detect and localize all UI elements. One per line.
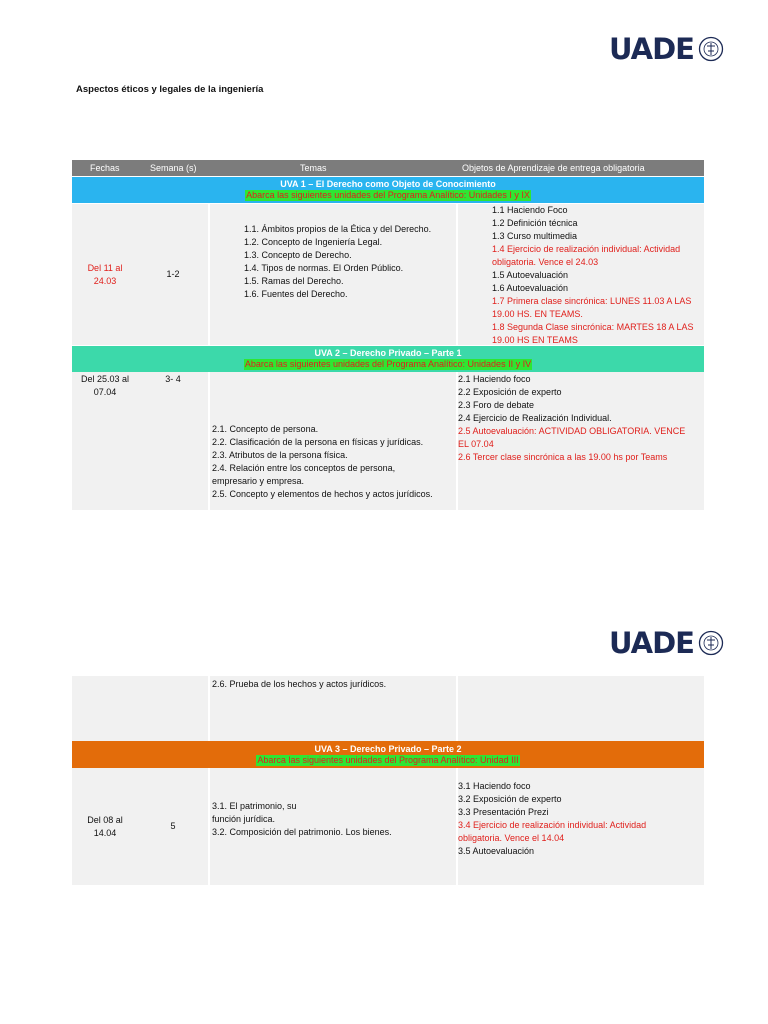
header-objetos: Objetos de Aprendizaje de entrega obligatoria <box>462 163 645 173</box>
uva3-subtitle: Abarca las siguientes unidades del Programa Analítico: Unidad III <box>257 754 519 765</box>
learning-object-line: obligatoria. Vence el 14.04 <box>458 833 565 843</box>
learning-object-line: 1.3 Curso multimedia <box>492 231 578 241</box>
empty-cell <box>456 676 704 741</box>
topic-line: 3.2. Composición del patrimonio. Los bienes. <box>212 827 392 837</box>
uva2-week: 3- 4 <box>165 374 181 384</box>
header-fechas: Fechas <box>90 163 120 173</box>
learning-object-line: 2.3 Foro de debate <box>458 400 535 410</box>
seal-icon <box>698 36 724 62</box>
topic-line: 1.2. Concepto de Ingeniería Legal. <box>244 237 383 247</box>
topic-line: 1.6. Fuentes del Derecho. <box>244 289 348 299</box>
topic-line: empresario y empresa. <box>212 476 305 486</box>
uva1-band <box>72 177 704 203</box>
learning-object-line: 1.5 Autoevaluación <box>492 270 569 280</box>
uva2-continued-topics <box>212 678 386 691</box>
learning-object-line: 1.8 Segunda Clase sincrónica: MARTES 18 A LAS <box>492 322 694 332</box>
seal-icon <box>698 630 724 656</box>
uva3-objects <box>458 780 646 858</box>
learning-object-line: 2.6 Tercer clase sincrónica a las 19.00 hs por Teams <box>458 452 668 462</box>
logo-wordmark: UADE <box>609 626 694 660</box>
topic-line: 1.4. Tipos de normas. El Orden Público. <box>244 263 404 273</box>
uva1-week: 1-2 <box>166 269 180 279</box>
empty-cell <box>72 676 138 741</box>
uva1-subtitle: Abarca las siguientes unidades del Programa Analítico: Unidades I y IX <box>246 190 530 200</box>
uva2-subtitle: Abarca las siguientes unidades del Programa Analítico: Unidades II y IV <box>244 359 532 369</box>
uva3-topics-cell <box>208 768 458 885</box>
uva2-objects-cell <box>456 372 704 510</box>
learning-object-line: 19.00 HS EN TEAMS <box>492 335 578 345</box>
topic-line: 2.2. Clasificación de la persona en físicas y jurídicas. <box>212 437 424 447</box>
topic-line: 3.1. El patrimonio, su <box>212 801 297 811</box>
uva2-date: Del 25.03 al 07.04 <box>80 374 130 397</box>
uade-logo <box>609 32 724 66</box>
learning-object-line: 2.4 Ejercicio de Realización Individual. <box>458 413 612 423</box>
uva3-band <box>72 741 704 768</box>
uva2-topics <box>212 423 433 501</box>
uva3-topics <box>212 800 392 839</box>
uva2-band <box>72 346 704 372</box>
empty-cell <box>140 676 206 741</box>
learning-object-line: 3.2 Exposición de experto <box>458 794 562 804</box>
learning-object-line: 2.1 Haciendo foco <box>458 374 531 384</box>
uva3-week: 5 <box>170 821 176 831</box>
learning-object-line: 1.2 Definición técnica <box>492 218 578 228</box>
topic-line: 2.1. Concepto de persona. <box>212 424 319 434</box>
uva1-objects <box>492 204 693 347</box>
uva1-objects-cell <box>456 204 704 345</box>
table-header <box>72 160 704 176</box>
uade-logo-page2 <box>609 626 724 660</box>
uva3-title: UVA 3 – Derecho Privado – Parte 2 <box>314 743 462 754</box>
topic-line: 1.3. Concepto de Derecho. <box>244 250 352 260</box>
uva2-row <box>72 372 704 510</box>
uva3-date: Del 08 al 14.04 <box>87 814 123 838</box>
uva1-date: Del 11 al 24.03 <box>87 262 123 286</box>
uva2-topics-cell <box>208 372 458 510</box>
topic-line: 2.4. Relación entre los conceptos de persona, <box>212 463 396 473</box>
learning-object-line: 3.4 Ejercicio de realización individual: Actividad <box>458 820 647 830</box>
uva2-continued-row <box>72 676 704 741</box>
document-title: Aspectos éticos y legales de la ingeniería <box>76 84 264 95</box>
uva1-topics-cell <box>208 204 458 345</box>
topic-line: 2.6. Prueba de los hechos y actos jurídicos. <box>212 679 387 689</box>
learning-object-line: 2.5 Autoevaluación: ACTIVIDAD OBLIGATORIA. VENCE <box>458 426 686 436</box>
topic-line: 1.1. Ámbitos propios de la Ética y del Derecho. <box>244 224 432 234</box>
topic-line: 2.3. Atributos de la persona física. <box>212 450 348 460</box>
uva2-objects <box>458 373 685 464</box>
learning-object-line: 19.00 HS. EN TEAMS. <box>492 309 583 319</box>
uva3-objects-cell <box>456 768 704 885</box>
topic-line: 1.5. Ramas del Derecho. <box>244 276 344 286</box>
uva1-topics <box>244 223 431 301</box>
learning-object-line: 1.4 Ejercicio de realización individual: Actividad <box>492 244 681 254</box>
topic-line: función jurídica. <box>212 814 276 824</box>
uva2-continued-topics-cell <box>208 676 458 741</box>
learning-object-line: 1.1 Haciendo Foco <box>492 205 568 215</box>
learning-object-line: 3.5 Autoevaluación <box>458 846 535 856</box>
header-temas: Temas <box>300 163 327 173</box>
logo-wordmark: UADE <box>609 32 694 66</box>
uva1-row <box>72 204 704 345</box>
learning-object-line: 2.2 Exposición de experto <box>458 387 562 397</box>
uva1-title: UVA 1 – El Derecho como Objeto de Conocimiento <box>280 179 496 189</box>
learning-object-line: 3.3 Presentación Prezi <box>458 807 549 817</box>
learning-object-line: 3.1 Haciendo foco <box>458 781 531 791</box>
learning-object-line: 1.7 Primera clase sincrónica: LUNES 11.03 A LAS <box>492 296 692 306</box>
learning-object-line: 1.6 Autoevaluación <box>492 283 569 293</box>
topic-line: 2.5. Concepto y elementos de hechos y actos jurídicos. <box>212 489 433 499</box>
learning-object-line: EL 07.04 <box>458 439 494 449</box>
learning-object-line: obligatoria. Vence el 24.03 <box>492 257 599 267</box>
uva3-row <box>72 768 704 885</box>
header-semana: Semana (s) <box>150 163 197 173</box>
uva2-title: UVA 2 – Derecho Privado – Parte 1 <box>314 348 462 358</box>
